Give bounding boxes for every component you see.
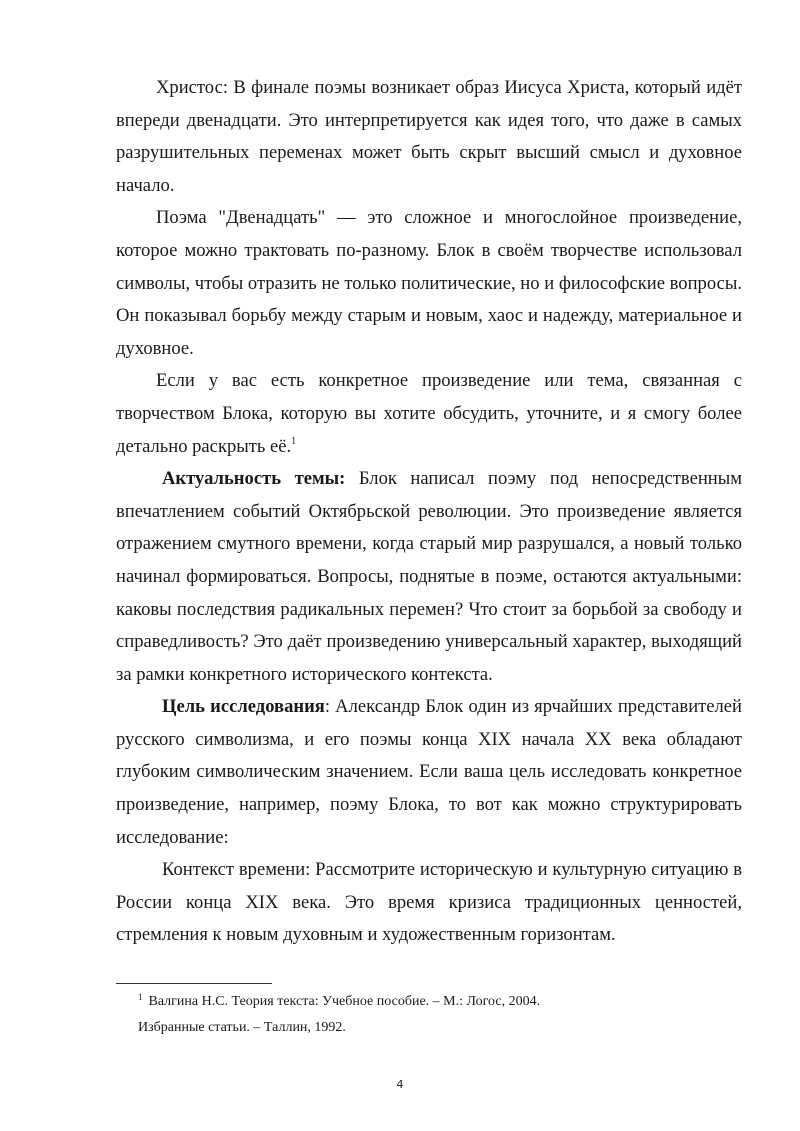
footnote-citation-1: Валгина Н.С. Теория текста: Учебное пособие. – М.: Логос, 2004. [148,994,541,1009]
paragraph-offer-text: Если у вас есть конкретное произведение или тема, связанная с творчеством Блока, которую вы хотите обсудить, уточните, и я смогу более детально раскрыть её. [116,370,742,457]
footnote-line-1 [116,989,742,1015]
paragraph-poem-summary-text: Поэма "Двенадцать" — это сложное и многослойное произведение, которое можно трактовать по-разному. Блок в своём творчестве использовал символы, чтобы отразить не только политические, но и философские вопросы. Он показывал борьбу между старым и новым, хаос и надежду, материальное и духовное. [116,207,742,359]
footnote [116,989,742,1041]
paragraph-relevance-text: Блок написал поэму под непосредственным впечатлением событий Октябрьской революции. Это произведение является отражением смутного времени, когда старый мир разрушался, а новый только начинал формироваться. Вопросы, поднятые в поэме, остаются актуальными: каковы последствия радикальных перемен? Что стоит за борьбой за свободу и справедливость? Это даёт произведению универсальный характер, выходящий за рамки конкретного исторического контекста. [116,468,742,685]
footnote-line-2: Избранные статьи. – Таллин, 1992. [138,1020,346,1035]
paragraph-poem-summary [116,202,742,365]
paragraph-christ-text: Христос: В финале поэмы возникает образ Иисуса Христа, который идёт впереди двенадцати. Это интерпретируется как идея того, что даже в самых разрушительных переменах может быть скрыт высший смысл и духовное начало. [116,77,742,196]
paragraph-context-text: Контекст времени: Рассмотрите историческую и культурную ситуацию в России конца XIX века. Это время кризиса традиционных ценностей, стремления к новым духовным и художественным горизонтам. [116,859,742,946]
relevance-heading: Актуальность темы: [162,468,346,490]
research-goal-heading: Цель исследования [162,696,325,718]
footnote-reference[interactable]: 1 [291,435,297,447]
footnote-separator [116,983,272,984]
paragraph-christ [116,72,742,202]
paragraph-offer [116,365,742,463]
page-number: 4 [396,1078,404,1091]
paragraph-research-goal-text: : Александр Блок один из ярчайших представителей русского символизма, и его поэмы конца XIX начала XX века обладают глубоким символическим значением. Если ваша цель исследовать конкретное произведение, например, поэму Блока, то вот как можно структурировать исследование: [116,696,743,848]
paragraph-research-goal [116,691,742,854]
paragraph-context [116,854,742,952]
footnote-marker: 1 [138,992,143,1002]
paragraph-relevance [116,463,742,691]
body-text [116,72,742,952]
